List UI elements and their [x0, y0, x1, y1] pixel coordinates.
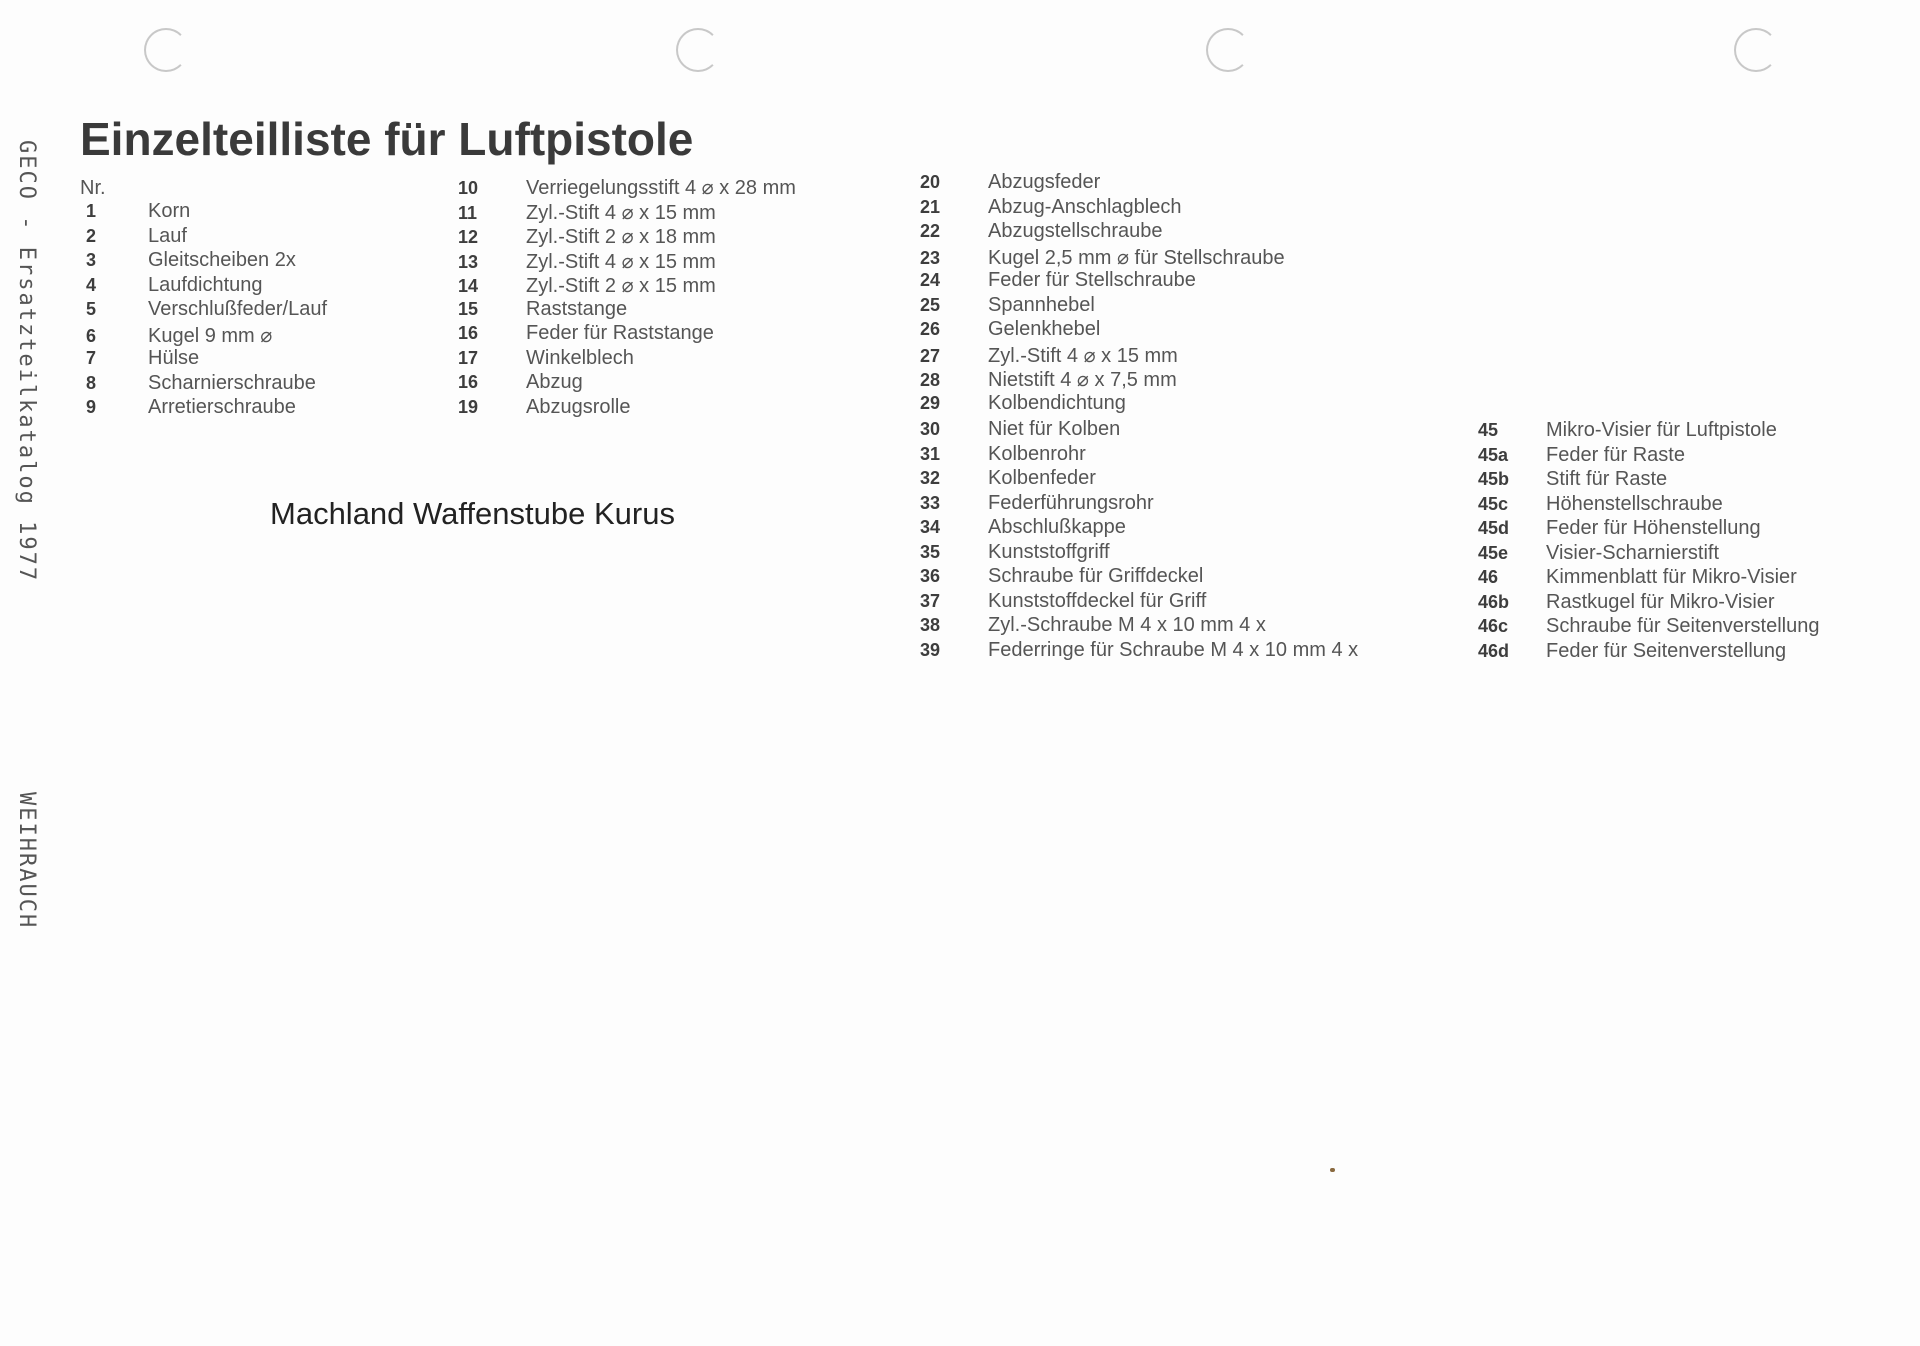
part-number: 34 [920, 517, 941, 537]
part-description: Feder für Raststange [526, 322, 714, 344]
part-description: Verriegelungsstift 4 ⌀ x 28 mm [526, 177, 796, 199]
part-row [86, 200, 327, 225]
part-description: Kolbendichtung [988, 391, 1126, 414]
part-row [1478, 640, 1820, 665]
page-title: Einzelteilliste für Luftpistole [80, 113, 694, 165]
part-description: Gelenkhebel [988, 318, 1101, 340]
part-description: Höhenstellschraube [1546, 492, 1723, 515]
part-row [920, 171, 1285, 196]
part-description: Mikro-Visier für Luftpistole [1546, 419, 1777, 441]
part-number: 3 [86, 250, 97, 270]
part-row [458, 371, 796, 396]
part-row [458, 396, 796, 421]
part-number: 6 [86, 325, 97, 346]
punch-hole [1206, 28, 1250, 72]
part-description: Nietstift 4 ⌀ x 7,5 mm [988, 369, 1177, 391]
part-number: 36 [920, 566, 941, 586]
part-description: Zyl.-Stift 4 ⌀ x 15 mm [526, 250, 716, 273]
part-number: 5 [86, 299, 97, 319]
part-description: Zyl.-Stift 4 ⌀ x 15 mm [526, 201, 716, 224]
part-number: 45 [1478, 420, 1499, 440]
part-description: Zyl.-Stift 2 ⌀ x 15 mm [526, 275, 716, 297]
part-number: 31 [920, 443, 941, 464]
part-number: 8 [86, 372, 97, 393]
part-row [920, 614, 1358, 639]
parts-list-column-3 [920, 171, 1285, 416]
part-description: Rastkugel für Mikro-Visier [1546, 590, 1775, 613]
part-number: 25 [920, 294, 941, 315]
part-number: 23 [920, 247, 941, 268]
part-description: Raststange [526, 297, 628, 320]
part-number: 28 [920, 370, 941, 390]
part-description: Schraube für Seitenverstellung [1546, 615, 1820, 637]
part-row [920, 639, 1358, 664]
part-number: 29 [920, 392, 941, 413]
part-description: Federführungsrohr [988, 491, 1154, 514]
part-description: Visier-Scharnierstift [1546, 541, 1720, 564]
part-row [86, 249, 327, 274]
part-row [920, 220, 1285, 245]
part-row [86, 274, 327, 299]
part-row [1478, 419, 1820, 444]
part-number: 46 [1478, 567, 1499, 587]
part-row [1478, 517, 1820, 542]
part-row [86, 396, 327, 421]
part-row [920, 196, 1285, 221]
part-description: Kunststoffgriff [988, 540, 1110, 563]
parts-list-column-5 [1478, 419, 1820, 664]
part-number: 10 [458, 178, 479, 198]
part-number: 21 [920, 196, 941, 217]
part-number: 39 [920, 639, 941, 660]
part-row [86, 323, 327, 348]
parts-list-column-2 [458, 175, 796, 420]
part-number: 45e [1478, 542, 1509, 563]
part-description: Abzugsrolle [526, 395, 631, 418]
part-number: 45b [1478, 469, 1510, 489]
part-number: 15 [458, 298, 479, 319]
part-description: Spannhebel [988, 293, 1095, 316]
part-description: Kolbenrohr [988, 442, 1086, 465]
part-row [920, 343, 1285, 368]
part-number: 45d [1478, 518, 1510, 538]
part-description: Feder für Seitenverstellung [1546, 639, 1787, 662]
part-number: 46b [1478, 591, 1510, 612]
part-number: 16 [458, 372, 479, 392]
part-number: 27 [920, 345, 941, 366]
part-number: 13 [458, 251, 479, 272]
part-row [920, 245, 1285, 270]
part-number: 9 [86, 397, 97, 417]
part-number: 4 [86, 274, 97, 295]
part-row [1478, 493, 1820, 518]
part-description: Laufdichtung [148, 273, 263, 296]
part-number: 35 [920, 541, 941, 562]
part-number: 20 [920, 172, 941, 192]
part-row [1478, 444, 1820, 469]
part-description: Kimmenblatt für Mikro-Visier [1546, 566, 1797, 588]
part-number: 24 [920, 270, 941, 290]
part-row [458, 200, 796, 225]
part-description: Schraube für Griffdeckel [988, 565, 1204, 587]
part-number: 12 [458, 227, 479, 247]
part-row [1478, 468, 1820, 493]
part-number: 45c [1478, 493, 1509, 514]
part-description: Abzug [526, 371, 583, 393]
part-row [458, 224, 796, 249]
part-row [920, 541, 1358, 566]
part-row [920, 467, 1358, 492]
part-number: 33 [920, 492, 941, 513]
part-number: 37 [920, 590, 941, 611]
part-description: Hülse [148, 347, 200, 369]
part-number: 38 [920, 615, 941, 635]
part-description: Niet für Kolben [988, 418, 1121, 440]
side-caption-brand: WEIHRAUCH [14, 792, 39, 930]
part-row [1478, 615, 1820, 640]
part-description: Korn [148, 200, 191, 222]
part-row [458, 322, 796, 347]
part-row [920, 269, 1285, 294]
part-number: 7 [86, 348, 97, 368]
part-description: Feder für Höhenstellung [1546, 517, 1761, 539]
part-description: Winkelblech [526, 346, 634, 369]
part-description: Kolbenfeder [988, 467, 1096, 489]
part-description: Abschlußkappe [988, 516, 1126, 538]
part-row [920, 418, 1358, 443]
part-description: Abzugsfeder [988, 171, 1101, 193]
part-row [458, 249, 796, 274]
part-row [86, 225, 327, 250]
part-description: Feder für Stellschraube [988, 269, 1196, 291]
number-column-header: Nr. [80, 177, 106, 199]
part-description: Arretierschraube [148, 396, 296, 418]
part-description: Zyl.-Schraube M 4 x 10 mm 4 x [988, 614, 1266, 636]
part-row [1478, 542, 1820, 567]
punch-hole [144, 28, 188, 72]
punch-hole [1734, 28, 1778, 72]
part-number: 11 [458, 202, 478, 223]
part-row [458, 347, 796, 372]
part-number: 26 [920, 319, 941, 339]
part-number: 22 [920, 221, 941, 241]
part-row [920, 318, 1285, 343]
part-row [920, 565, 1358, 590]
part-number: 16 [458, 323, 479, 343]
part-description: Zyl.-Stift 4 ⌀ x 15 mm [988, 344, 1178, 367]
part-description: Abzugstellschraube [988, 220, 1163, 242]
part-number: 32 [920, 468, 941, 488]
part-description: Feder für Raste [1546, 443, 1685, 466]
part-row [920, 443, 1358, 468]
part-description: Kunststoffdeckel für Griff [988, 589, 1207, 612]
part-description: Lauf [148, 224, 187, 247]
part-row [920, 516, 1358, 541]
part-number: 46c [1478, 616, 1509, 636]
punch-hole [676, 28, 720, 72]
watermark-text: Machland Waffenstube Kurus [270, 496, 675, 531]
part-row [86, 298, 327, 323]
parts-list-column-1 [86, 200, 327, 421]
part-description: Stift für Raste [1546, 468, 1668, 490]
part-row [458, 298, 796, 323]
part-description: Zyl.-Stift 2 ⌀ x 18 mm [526, 226, 716, 248]
part-number: 30 [920, 419, 941, 439]
part-number: 45a [1478, 444, 1509, 465]
part-row [920, 492, 1358, 517]
part-description: Kugel 2,5 mm ⌀ für Stellschraube [988, 246, 1285, 269]
part-description: Kugel 9 mm ⌀ [148, 324, 273, 347]
part-row [86, 372, 327, 397]
part-row [1478, 591, 1820, 616]
part-number: 17 [458, 347, 479, 368]
part-description: Scharnierschraube [148, 371, 316, 394]
part-number: 14 [458, 276, 479, 296]
part-row [920, 367, 1285, 392]
part-description: Abzug-Anschlagblech [988, 195, 1182, 218]
part-row [458, 273, 796, 298]
part-number: 1 [86, 201, 97, 221]
paper-speck [1330, 1168, 1335, 1172]
part-description: Federringe für Schraube M 4 x 10 mm 4 x [988, 638, 1359, 661]
part-row [1478, 566, 1820, 591]
part-row [458, 175, 796, 200]
part-row [86, 347, 327, 372]
part-description: Verschlußfeder/Lauf [148, 298, 327, 320]
parts-list-column-4 [920, 418, 1358, 663]
side-caption-catalog: GECO - Ersatzteilkatalog 1977 [14, 140, 39, 583]
part-description: Gleitscheiben 2x [148, 249, 296, 271]
part-row [920, 590, 1358, 615]
part-number: 19 [458, 396, 479, 417]
part-number: 2 [86, 225, 97, 246]
part-number: 46d [1478, 640, 1510, 661]
part-row [920, 392, 1285, 417]
part-row [920, 294, 1285, 319]
